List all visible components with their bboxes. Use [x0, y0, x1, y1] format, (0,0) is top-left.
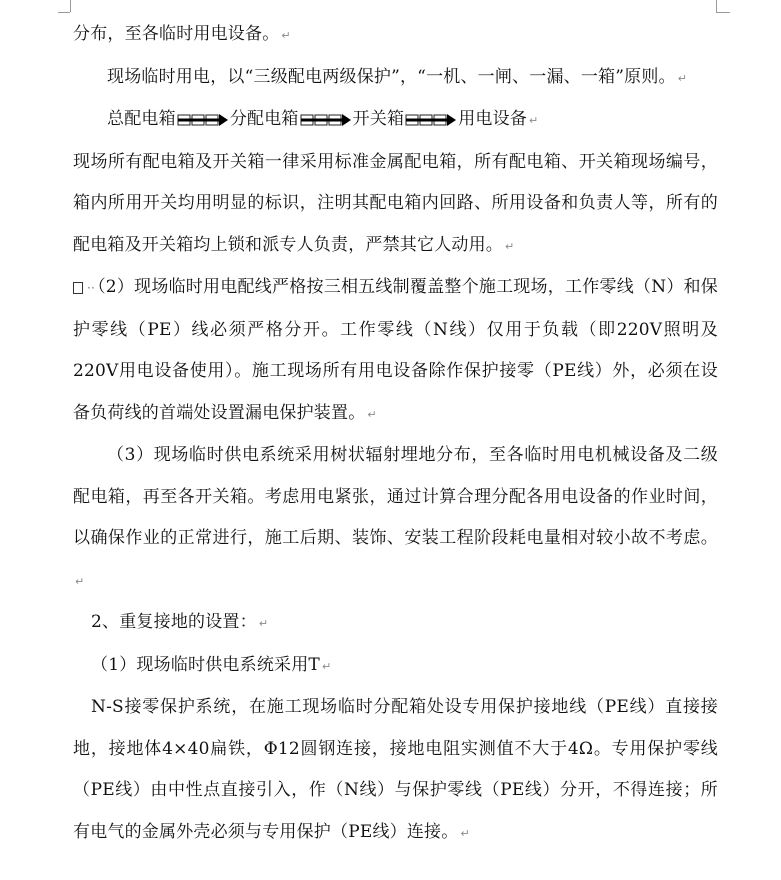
paragraph-ns-system: N-S接零保护系统，在施工现场临时分配箱处设专用保护接地线（PE线）直接接地，接地体4×40扁铁，Φ12圆钢连接，接地电阻实测值不大于4Ω。专用保护零线（PE线）由中性点直接引入，作（N线）与保护零线（PE线）分开，不得连接；所有电气的金属外壳必须与专用保护（PE线）连接。 ↵	[73, 697, 718, 842]
paragraph-mark: ↵	[677, 71, 688, 85]
subheading-system: （1）现场临时供电系统采用T ↵	[91, 654, 332, 675]
paragraph-mark: ↵	[460, 826, 470, 840]
arrow-right-icon	[177, 113, 229, 127]
document-page[interactable]	[73, 14, 718, 854]
checkbox-glyph-icon	[73, 282, 83, 294]
arrow-right-icon	[300, 113, 352, 127]
arrow-right-icon	[405, 113, 457, 127]
page-corner-mark	[70, 0, 71, 12]
paragraph-boxes: 现场所有配电箱及开关箱一律采用标准金属配电箱，所有配电箱、开关箱现场编号，箱内所用开关均用明显的标识，注明其配电箱内回路、所用设备和负责人等，所有的配电箱及开关箱均上锁和派专人负责，严禁其它人动用。 ↵	[73, 151, 718, 255]
paragraph-mark: ↵	[529, 114, 539, 127]
paragraph-supply: （3）现场临时供电系统采用树状辐射埋地分布，至各临时用电机械设备及二级配电箱，再至各开关箱。考虑用电紧张，通过计算合理分配各用电设备的作业时间，以确保作业的正常进行，施工后期、装饰、安装工程阶段耗电量相对较小故不考虑。↵	[73, 445, 718, 588]
page-corner-mark	[716, 12, 730, 13]
paragraph-mark: ↵	[505, 239, 515, 253]
paragraph-mark: ↵	[75, 574, 85, 588]
hidden-text-mark: ··	[87, 281, 96, 295]
flow-item-main-box: 总配电箱	[107, 109, 176, 129]
flow-item-sub-box: 分配电箱	[229, 109, 299, 129]
paragraph-mark: ↵	[281, 29, 291, 42]
paragraph-mark: ↵	[321, 659, 332, 673]
paragraph-principle: 现场临时用电，以“三级配电两级保护”，“一机、一闸、一漏、一箱”原则。 ↵	[107, 66, 688, 87]
paragraph-line1: 分布，至各临时用电设备。 ↵	[73, 24, 291, 44]
flow-item-equipment: 用电设备	[458, 109, 528, 129]
page-corner-mark	[58, 12, 70, 13]
heading-grounding: 2、重复接地的设置： ↵	[91, 612, 269, 632]
distribution-flow	[73, 99, 718, 142]
paragraph-mark: ↵	[258, 617, 269, 630]
paragraph-wiring: ·· （2）现场临时用电配线严格按三相五线制覆盖整个施工现场，工作零线（N）和保护零线（PE）线必须严格分开。工作零线（N线）仅用于负载（即220V照明及220V用电设备使用）。施工现场所有用电设备除作保护接零（PE线）外，必须在设备负荷线的首端处设置漏电保护装置。 ↵	[73, 277, 718, 423]
page-corner-mark	[716, 0, 717, 12]
paragraph-mark: ↵	[367, 407, 377, 421]
flow-item-switch-box: 开关箱	[352, 109, 405, 129]
